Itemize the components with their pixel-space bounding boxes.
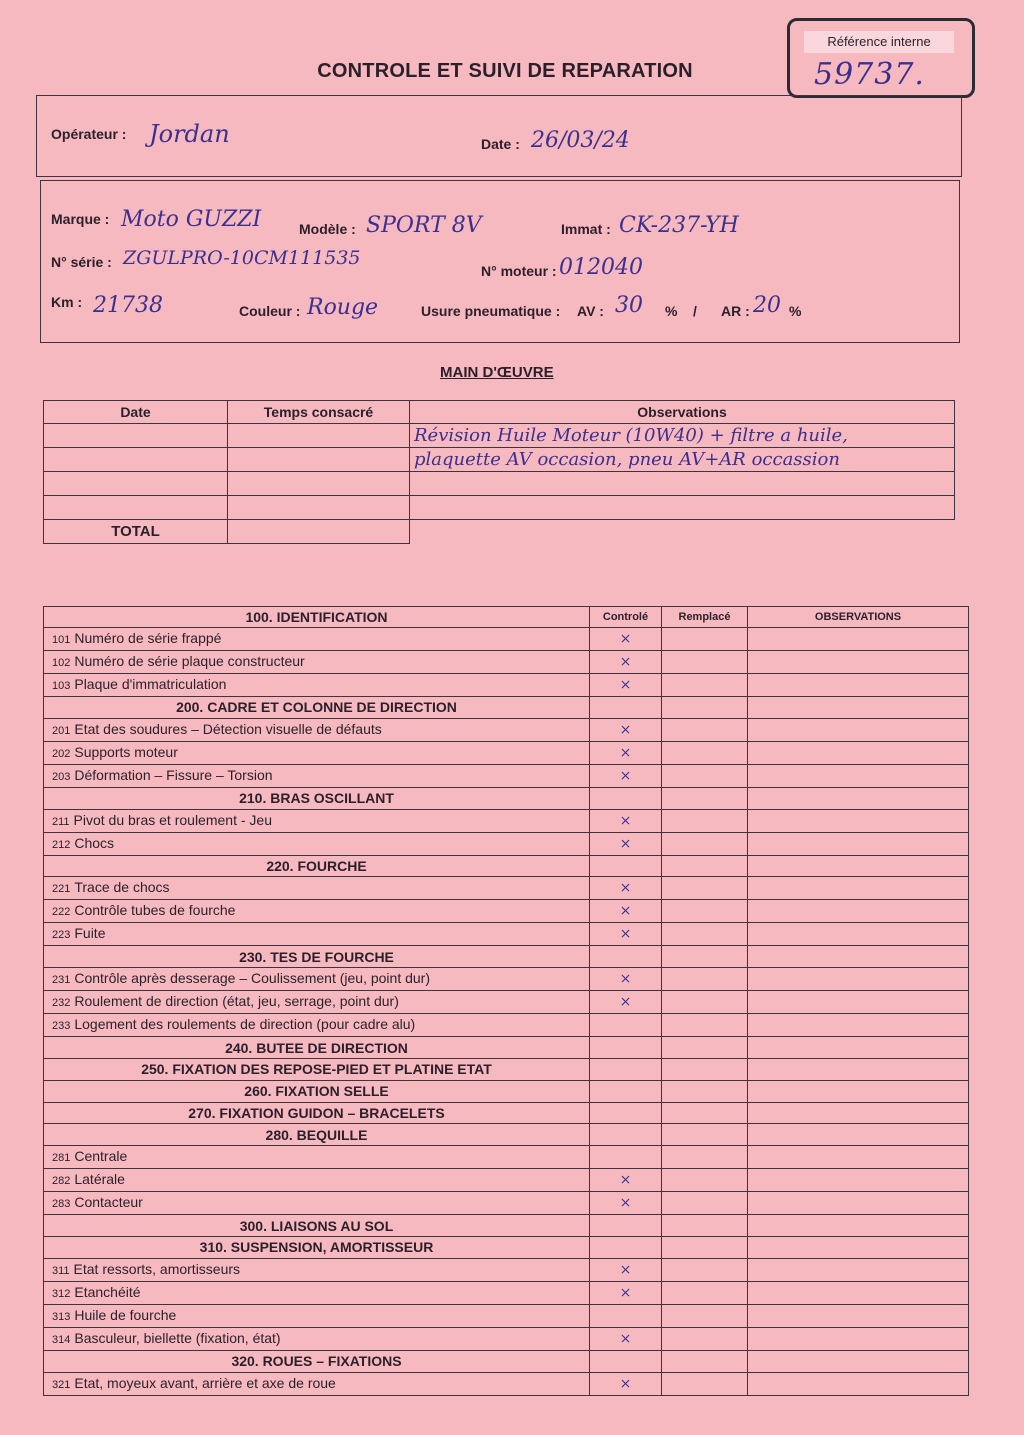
- checklist-section-row: [44, 1236, 969, 1258]
- checklist-controle-mark: ×: [590, 809, 662, 832]
- checklist-item-label: Fuite: [74, 925, 106, 942]
- checklist-remplace-cell: [662, 1014, 748, 1037]
- labor-observation-line-1: Révision Huile Moteur (10W40) + filtre a huile,: [410, 424, 955, 448]
- checklist-item-number: 233: [52, 1020, 71, 1033]
- checklist-observation-cell: [748, 628, 969, 651]
- checklist-item-number: 321: [52, 1378, 71, 1391]
- checklist-item-number: 201: [52, 724, 71, 737]
- checklist-observation-cell: [748, 968, 969, 991]
- checklist-controle-mark: ×: [590, 832, 662, 855]
- checklist-item-number: 232: [52, 997, 71, 1010]
- checklist-observation-cell: [748, 674, 969, 697]
- labor-title: MAIN D'ŒUVRE: [440, 364, 554, 381]
- checklist-item-label: Etat, moyeux avant, arrière et axe de roue: [74, 1374, 336, 1391]
- checklist-empty-cell: [748, 1058, 969, 1080]
- brand-label: Marque :: [51, 211, 110, 227]
- checklist-section-row: [44, 1350, 969, 1372]
- engine-value: 012040: [559, 255, 643, 280]
- checklist-section-row: [44, 946, 969, 968]
- checklist-item-number: 283: [52, 1198, 71, 1211]
- operator-value: Jordan: [149, 120, 230, 148]
- checklist-item-number: 102: [52, 657, 71, 669]
- checklist-empty-cell: [662, 1350, 748, 1372]
- checklist-empty-cell: [748, 697, 969, 719]
- checklist-item-label: Contrôle tubes de fourche: [74, 902, 236, 919]
- checklist-controle-mark: ×: [590, 1372, 662, 1395]
- checklist-header-identification: 100. IDENTIFICATION: [44, 607, 590, 628]
- checklist-controle-mark: [590, 1146, 662, 1169]
- checklist-item-number: 311: [52, 1264, 70, 1277]
- checklist-item-number: 221: [52, 883, 71, 896]
- checklist-section-title: 220. FOURCHE: [44, 855, 590, 877]
- checklist-item-label: Roulement de direction (état, jeu, serrage, point dur): [74, 993, 399, 1010]
- checklist-item-row: [44, 923, 969, 946]
- checklist-observation-cell: [748, 900, 969, 923]
- checklist-observation-cell: [748, 741, 969, 764]
- checklist-item-number: 211: [52, 815, 70, 828]
- km-label: Km :: [51, 294, 83, 310]
- checklist-empty-cell: [748, 1236, 969, 1258]
- labor-observation-line-2: plaquette AV occasion, pneu AV+AR occassion: [410, 448, 955, 472]
- checklist-item-label: Numéro de série plaque constructeur: [74, 653, 305, 669]
- labor-header-observations: Observations: [410, 401, 955, 424]
- checklist-empty-cell: [662, 697, 748, 719]
- checklist-header-observations: OBSERVATIONS: [748, 607, 969, 628]
- checklist-controle-mark: ×: [590, 674, 662, 697]
- checklist-section-row: [44, 1102, 969, 1124]
- reference-label: Référence interne: [804, 31, 954, 53]
- checklist-remplace-cell: [662, 1146, 748, 1169]
- labor-row: [44, 496, 955, 520]
- checklist-empty-cell: [748, 1037, 969, 1059]
- plate-value: CK-237-YH: [619, 213, 739, 238]
- checklist-item-row: [44, 1014, 969, 1037]
- checklist-empty-cell: [748, 1215, 969, 1237]
- checklist-controle-mark: ×: [590, 651, 662, 674]
- checklist-section-row: [44, 697, 969, 719]
- checklist-item-row: [44, 877, 969, 900]
- checklist-header-remplace: Remplacé: [662, 607, 748, 628]
- labor-row: [44, 448, 955, 472]
- checklist-remplace-cell: [662, 764, 748, 787]
- checklist-remplace-cell: [662, 1192, 748, 1215]
- checklist-item-number: 203: [52, 770, 71, 783]
- labor-total-label: TOTAL: [44, 520, 228, 544]
- serial-label: N° série :: [51, 254, 112, 270]
- checklist-controle-mark: ×: [590, 968, 662, 991]
- checklist-item-label: Supports moteur: [74, 743, 178, 760]
- checklist-item-number: 282: [52, 1175, 71, 1188]
- checklist-controle-mark: ×: [590, 628, 662, 651]
- checklist-empty-cell: [748, 787, 969, 809]
- checklist-controle-mark: ×: [590, 1327, 662, 1350]
- checklist-remplace-cell: [662, 923, 748, 946]
- checklist-controle-mark: ×: [590, 718, 662, 741]
- checklist-empty-cell: [590, 1236, 662, 1258]
- brand-value: Moto GUZZI: [121, 207, 262, 232]
- checklist-observation-cell: [748, 1372, 969, 1395]
- checklist-item-number: 103: [52, 680, 71, 692]
- checklist-item-row: [44, 741, 969, 764]
- checklist-remplace-cell: [662, 674, 748, 697]
- checklist-item-label: Plaque d'immatriculation: [74, 676, 227, 692]
- checklist-item-row: [44, 1258, 969, 1281]
- date-value: 26/03/24: [531, 128, 630, 153]
- checklist-observation-cell: [748, 1258, 969, 1281]
- checklist-controle-mark: ×: [590, 741, 662, 764]
- checklist-remplace-cell: [662, 741, 748, 764]
- checklist-item-row: [44, 1304, 969, 1327]
- checklist-item-label: Chocs: [74, 834, 115, 851]
- labor-total-row: [44, 520, 955, 544]
- model-value: SPORT 8V: [366, 213, 482, 238]
- tyre-av-value: 30: [615, 293, 643, 318]
- checklist-item-row: [44, 1281, 969, 1304]
- checklist-section-title: 300. LIAISONS AU SOL: [44, 1215, 590, 1237]
- checklist-empty-cell: [662, 855, 748, 877]
- checklist-item-row: [44, 718, 969, 741]
- checklist-remplace-cell: [662, 718, 748, 741]
- checklist-section-row: [44, 1058, 969, 1080]
- checklist-item-row: [44, 968, 969, 991]
- checklist-item-row: [44, 1146, 969, 1169]
- checklist-item-label: Etat ressorts, amortisseurs: [73, 1260, 241, 1277]
- checklist-observation-cell: [748, 1146, 969, 1169]
- checklist-item-row: [44, 1192, 969, 1215]
- checklist-controle-mark: ×: [590, 991, 662, 1014]
- checklist-item-row: [44, 900, 969, 923]
- checklist-observation-cell: [748, 832, 969, 855]
- checklist-observation-cell: [748, 1304, 969, 1327]
- checklist-controle-mark: ×: [590, 923, 662, 946]
- checklist-remplace-cell: [662, 651, 748, 674]
- checklist-empty-cell: [590, 946, 662, 968]
- checklist-section-row: [44, 1215, 969, 1237]
- checklist-empty-cell: [662, 1215, 748, 1237]
- labor-row: [44, 472, 955, 496]
- checklist-item-row: [44, 809, 969, 832]
- tyre-ar-label: AR :: [721, 303, 750, 319]
- checklist-observation-cell: [748, 1327, 969, 1350]
- checklist-empty-cell: [662, 1037, 748, 1059]
- checklist-observation-cell: [748, 718, 969, 741]
- color-value: Rouge: [307, 295, 379, 320]
- checklist-item-label: Huile de fourche: [74, 1306, 177, 1323]
- checklist-empty-cell: [590, 1350, 662, 1372]
- checklist-item-number: 223: [52, 929, 71, 942]
- serial-value: ZGULPRO-10CM111535: [123, 247, 361, 269]
- checklist-empty-cell: [590, 697, 662, 719]
- checklist-item-row: [44, 651, 969, 674]
- checklist-item-row: [44, 674, 969, 697]
- checklist-item-number: 314: [52, 1333, 71, 1346]
- checklist-item-row: [44, 764, 969, 787]
- checklist-item-row: [44, 1327, 969, 1350]
- checklist-empty-cell: [590, 1080, 662, 1102]
- checklist-remplace-cell: [662, 1372, 748, 1395]
- checklist-item-row: [44, 628, 969, 651]
- checklist-empty-cell: [748, 855, 969, 877]
- checklist-item-label: Pivot du bras et roulement - Jeu: [73, 811, 272, 828]
- checklist-item-number: 202: [52, 747, 71, 760]
- checklist-remplace-cell: [662, 877, 748, 900]
- checklist-item-number: 101: [52, 634, 71, 646]
- checklist-empty-cell: [662, 1124, 748, 1146]
- checklist-item-number: 222: [52, 906, 71, 919]
- checklist-empty-cell: [590, 1124, 662, 1146]
- km-value: 21738: [93, 293, 163, 318]
- operator-box: [36, 95, 962, 177]
- checklist-header-controle: Controlé: [590, 607, 662, 628]
- checklist-item-row: [44, 1372, 969, 1395]
- reference-box: [787, 18, 975, 98]
- checklist-remplace-cell: [662, 1258, 748, 1281]
- checklist-remplace-cell: [662, 1169, 748, 1192]
- checklist-section-title: 240. BUTEE DE DIRECTION: [44, 1037, 590, 1059]
- checklist-item-label: Basculeur, biellette (fixation, état): [74, 1329, 281, 1346]
- checklist-item-label: Etanchéité: [74, 1283, 141, 1300]
- checklist-empty-cell: [590, 787, 662, 809]
- checklist-controle-mark: ×: [590, 900, 662, 923]
- reference-value: 59737.: [814, 57, 925, 92]
- color-label: Couleur :: [239, 303, 301, 319]
- labor-header-time: Temps consacré: [228, 401, 410, 424]
- checklist-observation-cell: [748, 877, 969, 900]
- tyre-av-label: AV :: [577, 303, 604, 319]
- checklist-empty-cell: [748, 1350, 969, 1372]
- checklist-item-label: Contrôle après desserage – Coulissement (jeu, point dur): [74, 970, 430, 987]
- checklist-empty-cell: [662, 1058, 748, 1080]
- checklist-section-row: [44, 787, 969, 809]
- model-label: Modèle :: [299, 221, 356, 237]
- checklist-observation-cell: [748, 1014, 969, 1037]
- checklist-observation-cell: [748, 991, 969, 1014]
- labor-row: [44, 424, 955, 448]
- checklist-item-label: Trace de chocs: [74, 879, 170, 896]
- vehicle-box: [40, 180, 960, 343]
- checklist-controle-mark: ×: [590, 1169, 662, 1192]
- checklist-body: [44, 628, 969, 1396]
- labor-header-date: Date: [44, 401, 228, 424]
- checklist-section-row: [44, 1080, 969, 1102]
- checklist-observation-cell: [748, 809, 969, 832]
- checklist-empty-cell: [590, 1058, 662, 1080]
- checklist-remplace-cell: [662, 628, 748, 651]
- checklist-controle-mark: ×: [590, 1192, 662, 1215]
- checklist-section-title: 320. ROUES – FIXATIONS: [44, 1350, 590, 1372]
- checklist-item-label: Logement des roulements de direction (pour cadre alu): [74, 1016, 416, 1033]
- checklist-observation-cell: [748, 1192, 969, 1215]
- checklist-item-label: Numéro de série frappé: [74, 630, 222, 646]
- checklist-section-title: 200. CADRE ET COLONNE DE DIRECTION: [44, 697, 590, 719]
- checklist-item-number: 212: [52, 838, 71, 851]
- checklist-controle-mark: ×: [590, 877, 662, 900]
- checklist-item-number: 313: [52, 1310, 71, 1323]
- checklist-remplace-cell: [662, 1304, 748, 1327]
- tyre-ar-value: 20: [753, 293, 781, 318]
- checklist-empty-cell: [748, 1124, 969, 1146]
- checklist-remplace-cell: [662, 968, 748, 991]
- checklist-remplace-cell: [662, 900, 748, 923]
- checklist-item-label: Latérale: [74, 1171, 125, 1188]
- checklist-item-number: 281: [52, 1152, 71, 1165]
- plate-label: Immat :: [561, 221, 611, 237]
- checklist-section-title: 210. BRAS OSCILLANT: [44, 787, 590, 809]
- engine-label: N° moteur :: [481, 263, 557, 279]
- checklist-section-title: 230. TES DE FOURCHE: [44, 946, 590, 968]
- checklist-table: [43, 606, 969, 1396]
- checklist-controle-mark: ×: [590, 1258, 662, 1281]
- checklist-item-label: Déformation – Fissure – Torsion: [74, 766, 273, 783]
- checklist-section-title: 280. BEQUILLE: [44, 1124, 590, 1146]
- checklist-controle-mark: [590, 1014, 662, 1037]
- checklist-item-label: Contacteur: [74, 1194, 143, 1211]
- tyre-av-percent: %: [665, 303, 678, 319]
- checklist-empty-cell: [590, 1215, 662, 1237]
- checklist-item-row: [44, 832, 969, 855]
- checklist-observation-cell: [748, 1281, 969, 1304]
- checklist-controle-mark: ×: [590, 1281, 662, 1304]
- checklist-item-label: Etat des soudures – Détection visuelle de défauts: [74, 720, 382, 737]
- checklist-controle-mark: ×: [590, 764, 662, 787]
- page-title: CONTROLE ET SUIVI DE REPARATION: [317, 60, 693, 82]
- checklist-empty-cell: [662, 946, 748, 968]
- checklist-remplace-cell: [662, 1327, 748, 1350]
- checklist-section-title: 260. FIXATION SELLE: [44, 1080, 590, 1102]
- checklist-empty-cell: [590, 855, 662, 877]
- checklist-section-title: 250. FIXATION DES REPOSE-PIED ET PLATINE ETAT: [44, 1058, 590, 1080]
- tyre-label: Usure pneumatique :: [421, 303, 561, 319]
- checklist-empty-cell: [662, 1102, 748, 1124]
- checklist-item-number: 312: [52, 1287, 71, 1300]
- checklist-section-title: 310. SUSPENSION, AMORTISSEUR: [44, 1236, 590, 1258]
- checklist-remplace-cell: [662, 991, 748, 1014]
- checklist-section-row: [44, 1037, 969, 1059]
- checklist-empty-cell: [590, 1037, 662, 1059]
- checklist-section-title: 270. FIXATION GUIDON – BRACELETS: [44, 1102, 590, 1124]
- checklist-empty-cell: [748, 946, 969, 968]
- tyre-ar-percent: %: [789, 303, 802, 319]
- operator-label: Opérateur :: [51, 126, 127, 142]
- checklist-empty-cell: [662, 1236, 748, 1258]
- checklist-remplace-cell: [662, 832, 748, 855]
- checklist-item-label: Centrale: [74, 1148, 128, 1165]
- checklist-remplace-cell: [662, 1281, 748, 1304]
- checklist-observation-cell: [748, 651, 969, 674]
- checklist-observation-cell: [748, 764, 969, 787]
- checklist-item-row: [44, 1169, 969, 1192]
- date-label: Date :: [481, 136, 520, 152]
- checklist-empty-cell: [748, 1102, 969, 1124]
- checklist-empty-cell: [662, 787, 748, 809]
- checklist-observation-cell: [748, 1169, 969, 1192]
- checklist-item-row: [44, 991, 969, 1014]
- checklist-empty-cell: [748, 1080, 969, 1102]
- checklist-remplace-cell: [662, 809, 748, 832]
- checklist-observation-cell: [748, 923, 969, 946]
- checklist-empty-cell: [662, 1080, 748, 1102]
- checklist-controle-mark: [590, 1304, 662, 1327]
- checklist-section-row: [44, 855, 969, 877]
- checklist-item-number: 231: [52, 974, 71, 987]
- checklist-empty-cell: [590, 1102, 662, 1124]
- tyre-separator: /: [693, 303, 697, 319]
- checklist-section-row: [44, 1124, 969, 1146]
- labor-table: [43, 400, 955, 544]
